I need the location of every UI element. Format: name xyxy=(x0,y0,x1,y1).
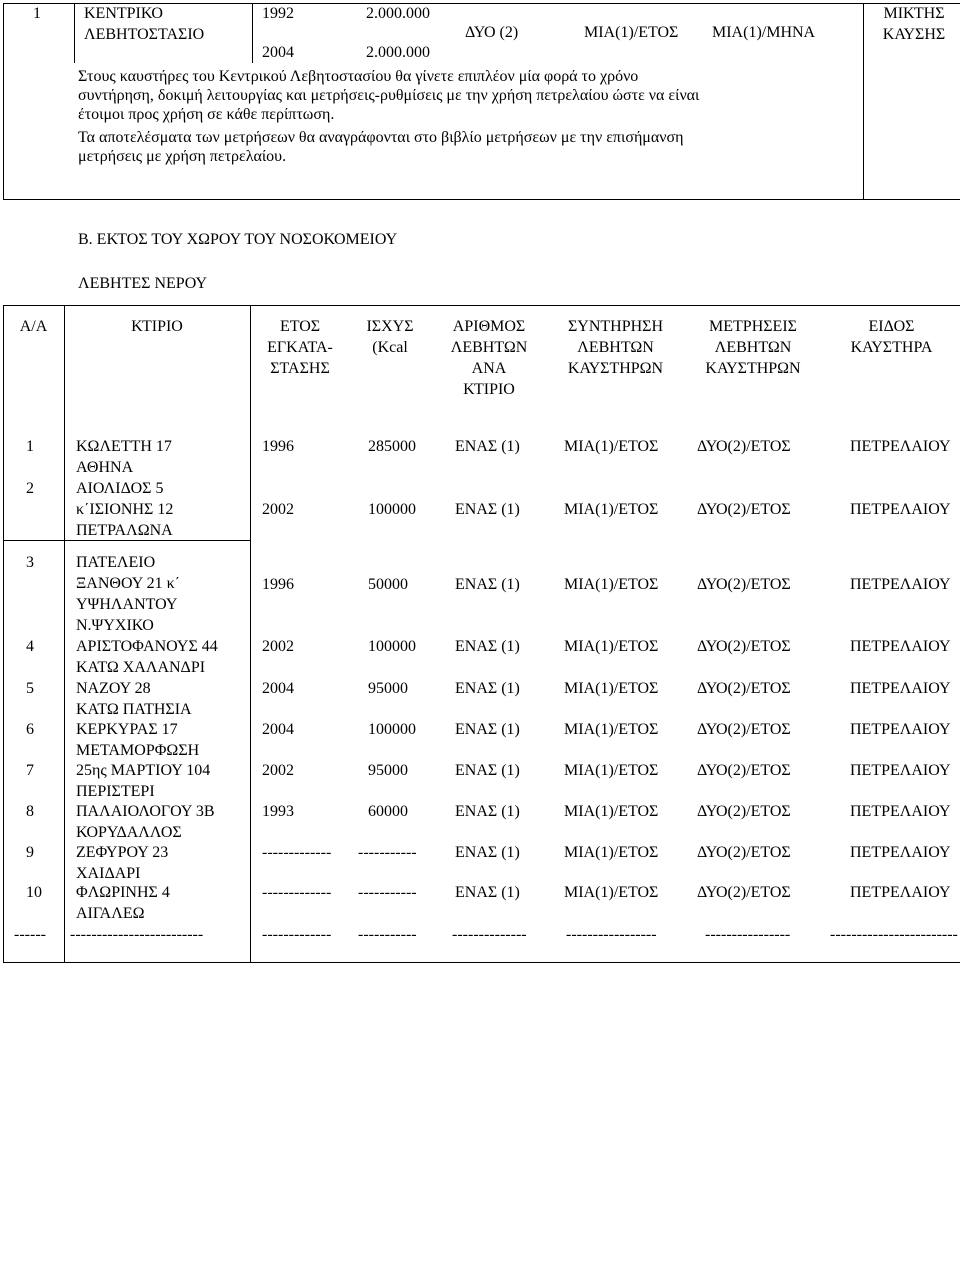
row-install-year: 2004 xyxy=(262,680,294,697)
row-maintenance: ΜΙΑ(1)/ΕΤΟΣ xyxy=(564,438,659,455)
top-row-power-2: 2.000.000 xyxy=(366,44,430,61)
row-fuel-type: ΠΕΤΡΕΛΑΙΟΥ xyxy=(850,721,951,738)
row-maintenance: ΜΙΑ(1)/ΕΤΟΣ xyxy=(564,884,659,901)
placeholder-dashes: ------------------------- xyxy=(70,926,204,943)
top-row-maintenance: ΜΙΑ(1)/ΕΤΟΣ xyxy=(584,24,679,41)
row-power: ----------- xyxy=(358,884,417,901)
divider xyxy=(3,540,64,541)
row-measurements: ΔΥΟ(2)/ΕΤΟΣ xyxy=(697,844,791,861)
row-measurements: ΔΥΟ(2)/ΕΤΟΣ xyxy=(697,501,791,518)
column-header-measurements: ΜΕΤΡΗΣΕΙΣ ΛΕΒΗΤΩΝ ΚΑΥΣΤΗΡΩΝ xyxy=(705,318,801,377)
top-row-measurements: ΜΙΑ(1)/ΜΗΝΑ xyxy=(712,24,816,41)
row-maintenance: ΜΙΑ(1)/ΕΤΟΣ xyxy=(564,638,659,655)
row-fuel-type: ΠΕΤΡΕΛΑΙΟΥ xyxy=(850,438,951,455)
row-number: 7 xyxy=(26,762,34,779)
row-number: 10 xyxy=(26,884,42,901)
row-building: ΑΡΙΣΤΟΦΑΝΟΥΣ 44 ΚΑΤΩ ΧΑΛΑΝΔΡΙ xyxy=(76,638,218,676)
row-fuel-type: ΠΕΤΡΕΛΑΙΟΥ xyxy=(850,884,951,901)
note-paragraph: Στους καυστήρες του Κεντρικού Λεβητοστασίου θα γίνετε επιπλέον μία φορά το χρόνο συντήρηση, δοκιμή λειτουργίας και μετρήσεις-ρυθμίσεις με την χρήση πετρελαίου ώστε να είναι έτοιμοι προς χρήση σε κάθε περίπτωση. xyxy=(78,68,700,123)
row-install-year: 2002 xyxy=(262,501,294,518)
top-row-boiler-count: ΔΥΟ (2) xyxy=(465,24,519,41)
column-header-boiler-count: ΑΡΙΘΜΟΣ ΛΕΒΗΤΩΝ ΑΝΑ ΚΤΙΡΙΟ xyxy=(450,318,528,398)
column-header-aa: Α/Α xyxy=(19,318,48,335)
row-fuel-type: ΠΕΤΡΕΛΑΙΟΥ xyxy=(850,680,951,697)
row-fuel-type: ΠΕΤΡΕΛΑΙΟΥ xyxy=(850,576,951,593)
placeholder-dashes: ------------------------ xyxy=(830,926,958,943)
row-maintenance: ΜΙΑ(1)/ΕΤΟΣ xyxy=(564,680,659,697)
placeholder-dashes: -------------- xyxy=(452,926,527,943)
column-header-fuel-type: ΕΙΔΟΣ ΚΑΥΣΤΗΡΑ xyxy=(850,318,933,356)
row-fuel-type: ΠΕΤΡΕΛΑΙΟΥ xyxy=(850,803,951,820)
top-row-building: ΚΕΝΤΡΙΚΟ ΛΕΒΗΤΟΣΤΑΣΙΟ xyxy=(84,5,205,43)
row-boiler-count: ΕΝΑΣ (1) xyxy=(455,762,520,779)
column-header-maintenance: ΣΥΝΤΗΡΗΣΗ ΛΕΒΗΤΩΝ ΚΑΥΣΤΗΡΩΝ xyxy=(567,318,664,377)
row-install-year: 1996 xyxy=(262,438,294,455)
row-building: ΚΕΡΚΥΡΑΣ 17 ΜΕΤΑΜΟΡΦΩΣΗ xyxy=(76,721,200,759)
divider xyxy=(252,3,253,63)
row-install-year: 2002 xyxy=(262,762,294,779)
top-row-power-1: 2.000.000 xyxy=(366,5,430,22)
row-number: 4 xyxy=(26,638,34,655)
section-title: Β. ΕΚΤΟΣ ΤΟΥ ΧΩΡΟΥ ΤΟΥ ΝΟΣΟΚΟΜΕΙΟΥ xyxy=(78,231,398,248)
row-maintenance: ΜΙΑ(1)/ΕΤΟΣ xyxy=(564,576,659,593)
divider xyxy=(3,305,4,963)
row-measurements: ΔΥΟ(2)/ΕΤΟΣ xyxy=(697,884,791,901)
row-boiler-count: ΕΝΑΣ (1) xyxy=(455,803,520,820)
row-power: 100000 xyxy=(368,638,416,655)
divider xyxy=(3,199,960,200)
row-building: ΠΑΤΕΛΕΙΟ ΞΑΝΘΟΥ 21 κ΄ ΥΨΗΛΑΝΤΟΥ Ν.ΨΥΧΙΚΟ xyxy=(76,554,181,634)
row-number: 9 xyxy=(26,844,34,861)
row-building: ΑΙΟΛΙΔΟΣ 5 κ΄ΙΣΙΟΝΗΣ 12 ΠΕΤΡΑΛΩΝΑ xyxy=(76,480,174,539)
row-boiler-count: ΕΝΑΣ (1) xyxy=(455,844,520,861)
row-number: 2 xyxy=(26,480,34,497)
column-header-building: ΚΤΙΡΙΟ xyxy=(131,318,183,335)
row-install-year: 1996 xyxy=(262,576,294,593)
row-power: 285000 xyxy=(368,438,416,455)
top-row-fuel: ΜΙΚΤΗΣ ΚΑΥΣΗΣ xyxy=(882,5,946,43)
row-measurements: ΔΥΟ(2)/ΕΤΟΣ xyxy=(697,803,791,820)
placeholder-dashes: ----------------- xyxy=(566,926,657,943)
row-maintenance: ΜΙΑ(1)/ΕΤΟΣ xyxy=(564,721,659,738)
placeholder-dashes: ----------- xyxy=(358,926,417,943)
row-boiler-count: ΕΝΑΣ (1) xyxy=(455,721,520,738)
row-measurements: ΔΥΟ(2)/ΕΤΟΣ xyxy=(697,721,791,738)
row-boiler-count: ΕΝΑΣ (1) xyxy=(455,501,520,518)
row-building: ΝΑΖΟΥ 28 ΚΑΤΩ ΠΑΤΗΣΙΑ xyxy=(76,680,192,718)
row-maintenance: ΜΙΑ(1)/ΕΤΟΣ xyxy=(564,762,659,779)
row-building: ΦΛΩΡΙΝΗΣ 4 ΑΙΓΑΛΕΩ xyxy=(76,884,170,922)
row-maintenance: ΜΙΑ(1)/ΕΤΟΣ xyxy=(564,803,659,820)
divider xyxy=(250,305,251,963)
row-power: 60000 xyxy=(368,803,408,820)
row-power: 100000 xyxy=(368,721,416,738)
row-boiler-count: ΕΝΑΣ (1) xyxy=(455,638,520,655)
row-power: 100000 xyxy=(368,501,416,518)
row-install-year: 2002 xyxy=(262,638,294,655)
row-number: 1 xyxy=(26,438,34,455)
row-fuel-type: ΠΕΤΡΕΛΑΙΟΥ xyxy=(850,501,951,518)
column-header-power: ΙΣΧΥΣ (Kcal xyxy=(366,318,414,356)
row-boiler-count: ΕΝΑΣ (1) xyxy=(455,576,520,593)
row-install-year: 2004 xyxy=(262,721,294,738)
row-building: ΖΕΦΥΡΟΥ 23 ΧΑΙΔΑΡΙ xyxy=(76,844,169,882)
row-measurements: ΔΥΟ(2)/ΕΤΟΣ xyxy=(697,762,791,779)
top-row-year-2: 2004 xyxy=(262,44,294,61)
row-fuel-type: ΠΕΤΡΕΛΑΙΟΥ xyxy=(850,638,951,655)
row-boiler-count: ΕΝΑΣ (1) xyxy=(455,438,520,455)
divider xyxy=(3,305,960,306)
top-row-year-1: 1992 xyxy=(262,5,294,22)
divider xyxy=(74,3,75,63)
row-install-year: 1993 xyxy=(262,803,294,820)
divider xyxy=(3,962,960,963)
row-power: ----------- xyxy=(358,844,417,861)
top-row-number: 1 xyxy=(33,5,41,22)
row-building: 25ης ΜΑΡΤΙΟΥ 104 ΠΕΡΙΣΤΕΡΙ xyxy=(76,762,211,800)
row-install-year: ------------- xyxy=(262,844,332,861)
row-number: 8 xyxy=(26,803,34,820)
row-measurements: ΔΥΟ(2)/ΕΤΟΣ xyxy=(697,438,791,455)
divider xyxy=(64,305,65,963)
row-install-year: ------------- xyxy=(262,884,332,901)
column-header-install-year: ΕΤΟΣ ΕΓΚΑΤΑ- ΣΤΑΣΗΣ xyxy=(267,318,333,377)
row-building: ΚΩΛΕΤΤΗ 17 ΑΘΗΝΑ xyxy=(76,438,172,476)
note-paragraph: Τα αποτελέσματα των μετρήσεων θα αναγράφονται στο βιβλίο μετρήσεων με την επισήμανση μετρήσεις με χρήση πετρελαίου. xyxy=(78,129,684,165)
row-power: 95000 xyxy=(368,680,408,697)
row-fuel-type: ΠΕΤΡΕΛΑΙΟΥ xyxy=(850,762,951,779)
row-power: 50000 xyxy=(368,576,408,593)
divider xyxy=(863,3,864,200)
row-measurements: ΔΥΟ(2)/ΕΤΟΣ xyxy=(697,638,791,655)
row-boiler-count: ΕΝΑΣ (1) xyxy=(455,884,520,901)
row-building: ΠΑΛΑΙΟΛΟΓΟΥ 3Β ΚΟΡΥΔΑΛΛΟΣ xyxy=(76,803,215,841)
row-number: 3 xyxy=(26,554,34,571)
placeholder-dashes: ---------------- xyxy=(705,926,791,943)
row-power: 95000 xyxy=(368,762,408,779)
divider xyxy=(3,3,4,200)
placeholder-dashes: ------ xyxy=(14,926,46,943)
row-measurements: ΔΥΟ(2)/ΕΤΟΣ xyxy=(697,680,791,697)
row-maintenance: ΜΙΑ(1)/ΕΤΟΣ xyxy=(564,844,659,861)
row-number: 5 xyxy=(26,680,34,697)
row-measurements: ΔΥΟ(2)/ΕΤΟΣ xyxy=(697,576,791,593)
subsection-title: ΛΕΒΗΤΕΣ ΝΕΡΟΥ xyxy=(78,275,207,292)
placeholder-dashes: ------------- xyxy=(262,926,332,943)
row-number: 6 xyxy=(26,721,34,738)
row-fuel-type: ΠΕΤΡΕΛΑΙΟΥ xyxy=(850,844,951,861)
row-boiler-count: ΕΝΑΣ (1) xyxy=(455,680,520,697)
row-maintenance: ΜΙΑ(1)/ΕΤΟΣ xyxy=(564,501,659,518)
